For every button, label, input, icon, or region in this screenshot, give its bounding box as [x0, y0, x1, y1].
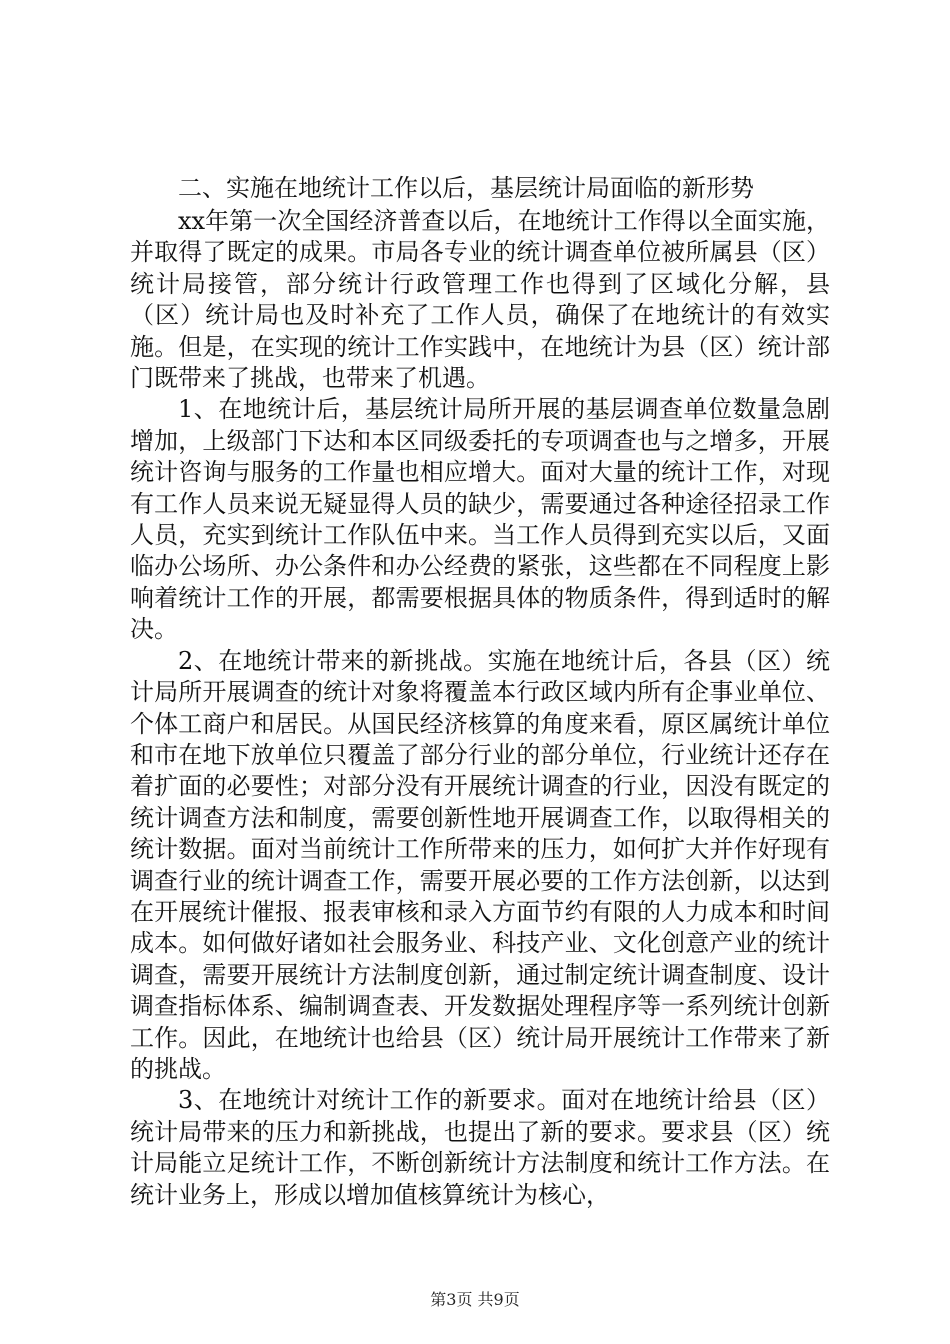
paragraph-intro: xx年第一次全国经济普查以后，在地统计工作得以全面实施，并取得了既定的成果。市局各专业的统计调查单位被所属县（区）统计局接管，部分统计行政管理工作也得到了区域化分解，县（区）统计局也及时补充了工作人员，确保了在地统计的有效实施。但是，在实现的统计工作实践中，在地统计为县（区）统计部门既带来了挑战，也带来了机遇。 — [130, 207, 830, 393]
page-number-footer: 第3页 共9页 — [430, 1290, 520, 1309]
section-heading: 二、实施在地统计工作以后，基层统计局面临的新形势 — [178, 174, 754, 202]
paragraph-point-1: 1、在地统计后，基层统计局所开展的基层调查单位数量急剧增加，上级部门下达和本区同级委托的专项调查也与之增多，开展统计咨询与服务的工作量也相应增大。面对大量的统计工作，对现有工作人员来说无疑显得人员的缺少，需要通过各种途径招录工作人员，充实到统计工作队伍中来。当工作人员得到充实以后，又面临办公场所、办公条件和办公经费的紧张，这些都在不同程度上影响着统计工作的开展，都需要根据具体的物质条件，得到适时的解决。 — [130, 395, 830, 644]
document-body — [130, 172, 830, 1211]
paragraph-point-3: 3、在地统计对统计工作的新要求。面对在地统计给县（区）统计局带来的压力和新挑战，也提出了新的要求。要求县（区）统计局能立足统计工作，不断创新统计方法制度和统计工作方法。在统计业务上，形成以增加值核算统计为核心， — [130, 1086, 830, 1209]
paragraph-point-2: 2、在地统计带来的新挑战。实施在地统计后，各县（区）统计局所开展调查的统计对象将覆盖本行政区域内所有企事业单位、个体工商户和居民。从国民经济核算的角度来看，原区属统计单位和市在地下放单位只覆盖了部分行业的部分单位，行业统计还存在着扩面的必要性；对部分没有开展统计调查的行业，因没有既定的统计调查方法和制度，需要创新性地开展调查工作，以取得相关的统计数据。面对当前统计工作所带来的压力，如何扩大并作好现有调查行业的统计调查工作，需要开展必要的工作方法创新，以达到在开展统计催报、报表审核和录入方面节约有限的人力成本和时间成本。如何做好诸如社会服务业、科技产业、文化创意产业的统计调查，需要开展统计方法制度创新，通过制定统计调查制度、设计调查指标体系、编制调查表、开发数据处理程序等一系列统计创新工作。因此，在地统计也给县（区）统计局开展统计工作带来了新的挑战。 — [130, 646, 830, 1083]
